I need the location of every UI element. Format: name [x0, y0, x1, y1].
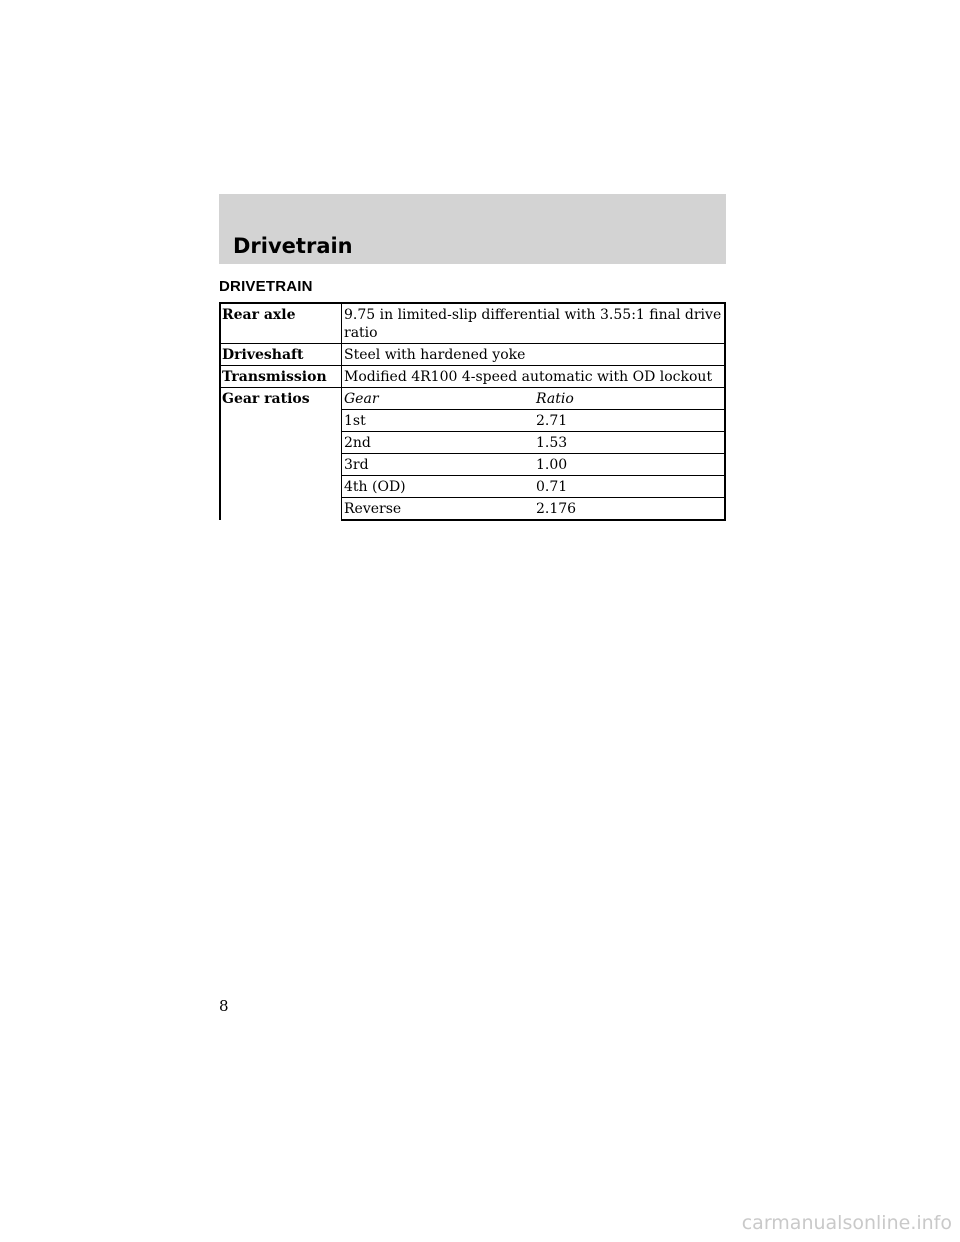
table-row — [220, 366, 725, 388]
rear-axle-value: 9.75 in limited-slip differential with 3.55:1 final drive ratio — [342, 303, 726, 344]
gear-cell: 1st — [342, 410, 535, 432]
driveshaft-label: Driveshaft — [220, 344, 342, 366]
drivetrain-spec-table — [219, 302, 726, 521]
table-row — [220, 344, 725, 366]
ratio-cell: 1.00 — [534, 454, 725, 476]
gear-cell: 4th (OD) — [342, 476, 535, 498]
chapter-title: Drivetrain — [233, 234, 353, 258]
ratio-column-header: Ratio — [534, 388, 725, 410]
gear-ratios-label: Gear ratios — [220, 388, 342, 521]
gear-cell: 3rd — [342, 454, 535, 476]
rear-axle-label: Rear axle — [220, 303, 342, 344]
chapter-header-band — [219, 194, 726, 264]
gear-cell: Reverse — [342, 498, 535, 521]
table-row — [220, 388, 725, 410]
ratio-cell: 2.176 — [534, 498, 725, 521]
ratio-cell: 1.53 — [534, 432, 725, 454]
gear-cell: 2nd — [342, 432, 535, 454]
table-row — [220, 303, 725, 344]
gear-column-header: Gear — [342, 388, 535, 410]
transmission-value: Modified 4R100 4-speed automatic with OD lockout — [342, 366, 726, 388]
page-number: 8 — [219, 997, 229, 1015]
transmission-label: Transmission — [220, 366, 342, 388]
ratio-cell: 0.71 — [534, 476, 725, 498]
driveshaft-value: Steel with hardened yoke — [342, 344, 726, 366]
section-heading: DRIVETRAIN — [219, 278, 313, 295]
ratio-cell: 2.71 — [534, 410, 725, 432]
watermark: carmanualsonline.info — [741, 1212, 952, 1234]
